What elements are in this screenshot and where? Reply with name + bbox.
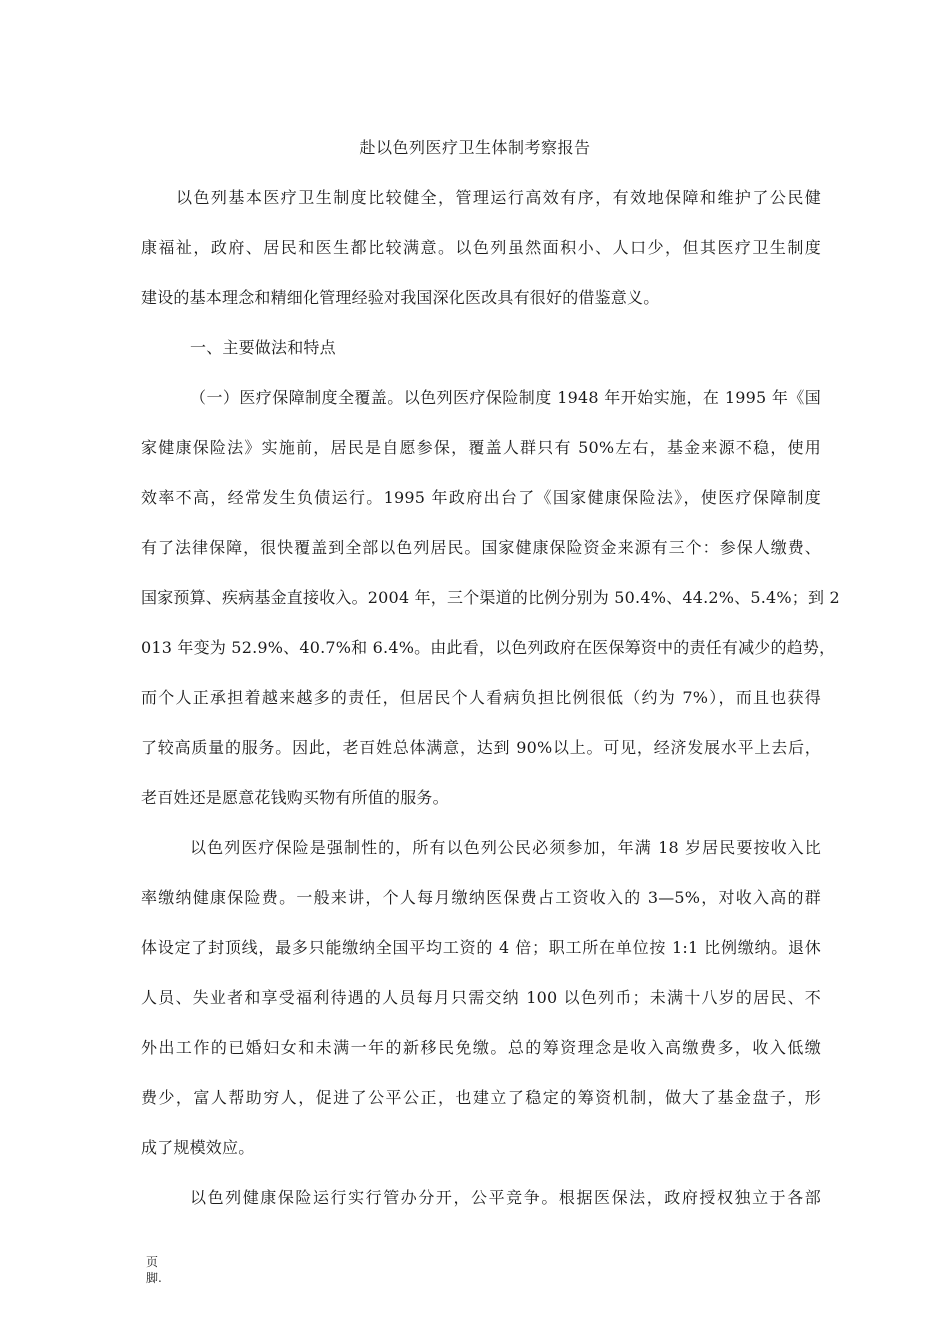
paragraph-line: 外出工作的已婚妇女和未满一年的新移民免缴。总的筹资理念是收入高缴费多，收入低缴 xyxy=(141,1038,821,1057)
section-heading: 一、主要做法和特点 xyxy=(190,338,336,357)
paragraph-line: 人员、失业者和享受福利待遇的人员每月只需交纳 100 以色列币；未满十八岁的居民、不 xyxy=(141,988,821,1007)
document-title: 赴以色列医疗卫生体制考察报告 xyxy=(359,138,591,157)
paragraph-line: 成了规模效应。 xyxy=(141,1138,255,1157)
paragraph-line: （一）医疗保障制度全覆盖。以色列医疗保险制度 1948 年开始实施，在 1995 年《国 xyxy=(190,388,821,407)
paragraph-line: 体设定了封顶线，最多只能缴纳全国平均工资的 4 倍；职工所在单位按 1:1 比例缴纳。退休 xyxy=(141,938,821,957)
paragraph-line: 率缴纳健康保险费。一般来讲，个人每月缴纳医保费占工资收入的 3—5%，对收入高的群 xyxy=(141,888,821,907)
paragraph-line: 建设的基本理念和精细化管理经验对我国深化医改具有很好的借鉴意义。 xyxy=(141,288,660,307)
paragraph-line: 而个人正承担着越来越多的责任，但居民个人看病负担比例很低（约为 7%），而且也获得 xyxy=(141,688,821,707)
paragraph-line: 效率不高，经常发生负债运行。1995 年政府出台了《国家健康保险法》，使医疗保障制度 xyxy=(141,488,821,507)
footer-label-line1: 页 xyxy=(146,1255,159,1269)
paragraph-line: 家健康保险法》实施前，居民是自愿参保，覆盖人群只有 50%左右，基金来源不稳，使用 xyxy=(141,438,821,457)
paragraph-line: 费少，富人帮助穷人，促进了公平公正，也建立了稳定的筹资机制，做大了基金盘子，形 xyxy=(141,1088,821,1107)
paragraph-line: 有了法律保障，很快覆盖到全部以色列居民。国家健康保险资金来源有三个：参保人缴费、 xyxy=(141,538,821,557)
paragraph-line: 老百姓还是愿意花钱购买物有所值的服务。 xyxy=(141,788,449,807)
paragraph-line: 以色列医疗保险是强制性的，所有以色列公民必须参加，年满 18 岁居民要按收入比 xyxy=(190,838,821,857)
paragraph-line: 013 年变为 52.9%、40.7%和 6.4%。由此看，以色列政府在医保筹资中的责任有减少的趋势， xyxy=(141,638,836,657)
paragraph-line: 了较高质量的服务。因此，老百姓总体满意，达到 90%以上。可见，经济发展水平上去后， xyxy=(141,738,821,757)
footer-label-line2: 脚. xyxy=(146,1271,162,1285)
paragraph-line: 以色列基本医疗卫生制度比较健全，管理运行高效有序，有效地保障和维护了公民健 xyxy=(176,188,821,207)
paragraph-line: 国家预算、疾病基金直接收入。2004 年，三个渠道的比例分别为 50.4%、44.2%、5.4%；到 2 xyxy=(141,588,840,607)
paragraph-line: 以色列健康保险运行实行管办分开，公平竞争。根据医保法，政府授权独立于各部 xyxy=(190,1188,821,1207)
paragraph-line: 康福祉，政府、居民和医生都比较满意。以色列虽然面积小、人口少，但其医疗卫生制度 xyxy=(141,238,821,257)
